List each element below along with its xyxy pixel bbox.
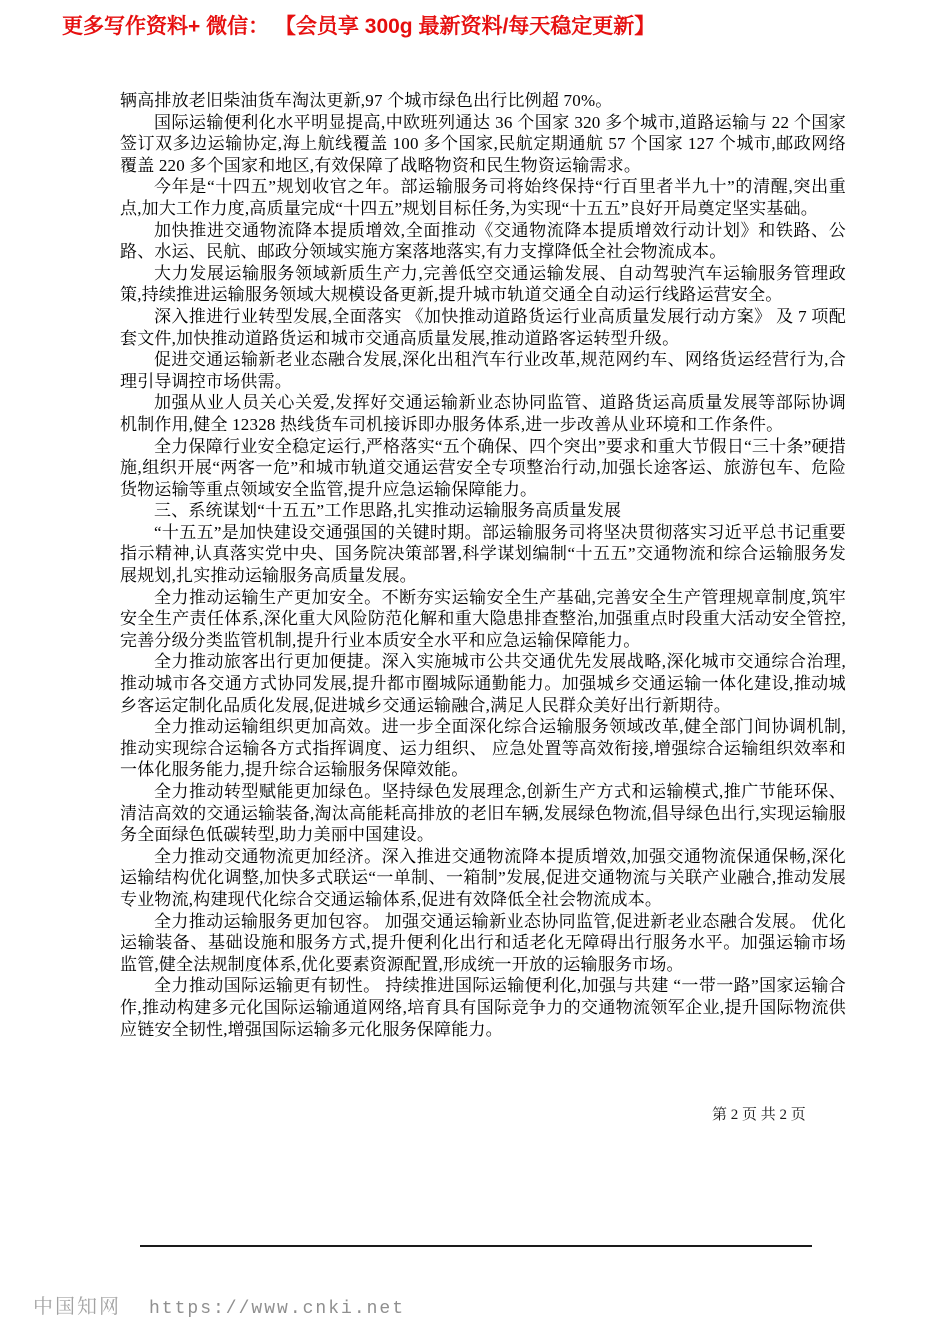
paragraph: 全力推动运输服务更加包容。 加强交通运输新业态协同监管,促进新老业态融合发展。 优化运输装备、基础设施和服务方式,提升便利化出行和适老化无障碍出行服务水平。加强运输市场监管,健全法规制度体系,优化要素资源配置,形成统一开放的运输服务市场。 — [120, 911, 846, 974]
paragraph: 今年是“十四五”规划收官之年。部运输服务司将始终保持“行百里者半九十”的清醒,突出重点,加大工作力度,高质量完成“十四五”规划目标任务,为实现“十五五”良好开局奠定坚实基础。 — [120, 177, 846, 218]
footer-watermark — [33, 1290, 405, 1319]
paragraph: 全力推动运输生产更加安全。不断夯实运输安全生产基础,完善安全生产管理规章制度,筑牢安全生产责任体系,深化重大风险防范化解和重大隐患排查整治,加强重点时段重大活动安全管控,完善分级分类监管机制,提升行业本质安全水平和应急运输保障能力。 — [120, 587, 846, 650]
paragraph: 加强从业人员关心关爱,发挥好交通运输新业态协同监管、道路货运高质量发展等部际协调机制作用,健全 12328 热线货车司机接诉即办服务体系,进一步改善从业环境和工作条件。 — [120, 393, 846, 434]
paragraph: 国际运输便利化水平明显提高,中欧班列通达 36 个国家 320 多个城市,道路运输与 22 个国家签订双多边运输协定,海上航线覆盖 100 多个国家,民航定期通航 57 个国家 127 个城市,邮政网络覆盖 220 多个国家和地区,有效保障了战略物资和民生物资运输需求。 — [120, 112, 846, 175]
paragraph: 促进交通运输新老业态融合发展,深化出租汽车行业改革,规范网约车、网络货运经营行为,合理引导调控市场供需。 — [120, 350, 846, 391]
paragraph: “十五五”是加快建设交通强国的关键时期。部运输服务司将坚决贯彻落实习近平总书记重要指示精神,认真落实党中央、国务院决策部署,科学谋划编制“十五五”交通物流和综合运输服务发展规划,扎实推动运输服务高质量发展。 — [120, 522, 846, 586]
paragraph: 三、系统谋划“十五五”工作思路,扎实推动运输服务高质量发展 — [154, 501, 622, 521]
paragraph: 全力推动旅客出行更加便捷。深入实施城市公共交通优先发展战略,深化城市交通综合治理,推动城市各交通方式协同发展,提升都市圈城际通勤能力。加强城乡交通运输一体化建设,推动城乡客运定制化品质化发展,促进城乡交通运输融合,满足人民群众美好出行新期待。 — [120, 652, 846, 715]
footer-divider — [140, 1245, 812, 1247]
paragraph: 加快推进交通物流降本提质增效,全面推动《交通物流降本提质增效行动计划》和铁路、公路、水运、民航、邮政分领域实施方案落地落实,有力支撑降低全社会物流成本。 — [120, 220, 846, 262]
paragraph: 全力保障行业安全稳定运行,严格落实“五个确保、四个突出”要求和重大节假日“三十条”硬措施,组织开展“两客一危”和城市轨道交通运营安全专项整治行动,加强长途客运、旅游包车、危险货物运输等重点领域安全监管,提升应急运输保障能力。 — [120, 436, 846, 499]
paragraph: 辆高排放老旧柴油货车淘汰更新,97 个城市绿色出行比例超 70%。 — [120, 91, 613, 110]
paragraph: 全力推动转型赋能更加绿色。坚持绿色发展理念,创新生产方式和运输模式,推广节能环保、清洁高效的交通运输装备,淘汰高能耗高排放的老旧车辆,发展绿色物流,倡导绿色出行,实现运输服务全面绿色低碳转型,助力美丽中国建设。 — [120, 782, 846, 845]
paragraph: 大力发展运输服务领域新质生产力,完善低空交通运输发展、自动驾驶汽车运输服务管理政策,持续推进运输服务领域大规模设备更新,提升城市轨道交通全自动运行线路运营安全。 — [120, 263, 846, 305]
cnki-url: https://www.cnki.net — [149, 1299, 406, 1319]
page-number: 第 2 页 共 2 页 — [712, 1107, 806, 1123]
document-body — [120, 90, 846, 1040]
paragraph: 深入推进行业转型发展,全面落实 《加快推动道路货运行业高质量发展行动方案》 及 7 项配套文件,加快推动道路货运和城市交通高质量发展,推动道路客运转型升级。 — [120, 306, 846, 348]
paragraph: 全力推动交通物流更加经济。深入推进交通物流降本提质增效,加强交通物流保通保畅,深化运输结构优化调整,加快多式联运“一单制、一箱制”发展,促进交通物流与关联产业融合,推动发展专业物流,构建现代化综合交通运输体系,促进有效降低全社会物流成本。 — [120, 846, 846, 909]
cnki-brand-logo: 中国知网 — [33, 1296, 121, 1318]
paragraph: 全力推动国际运输更有韧性。 持续推进国际运输便利化,加强与共建 “一带一路”国家运输合作,推动构建多元化国际运输通道网络,培育具有国际竞争力的交通物流领军企业,提升国际物流供应链安全韧性,增强国际运输多元化服务保障能力。 — [120, 976, 846, 1039]
promo-banner-text: 更多写作资料+ 微信： 【会员享 300g 最新资料/每天稳定更新】 — [62, 15, 656, 38]
paragraph: 全力推动运输组织更加高效。进一步全面深化综合运输服务领域改革,健全部门间协调机制,推动实现综合运输各方式指挥调度、运力组织、 应急处置等高效衔接,增强综合运输组织效率和一体化服务能力,提升综合运输服务保障效能。 — [120, 717, 846, 780]
